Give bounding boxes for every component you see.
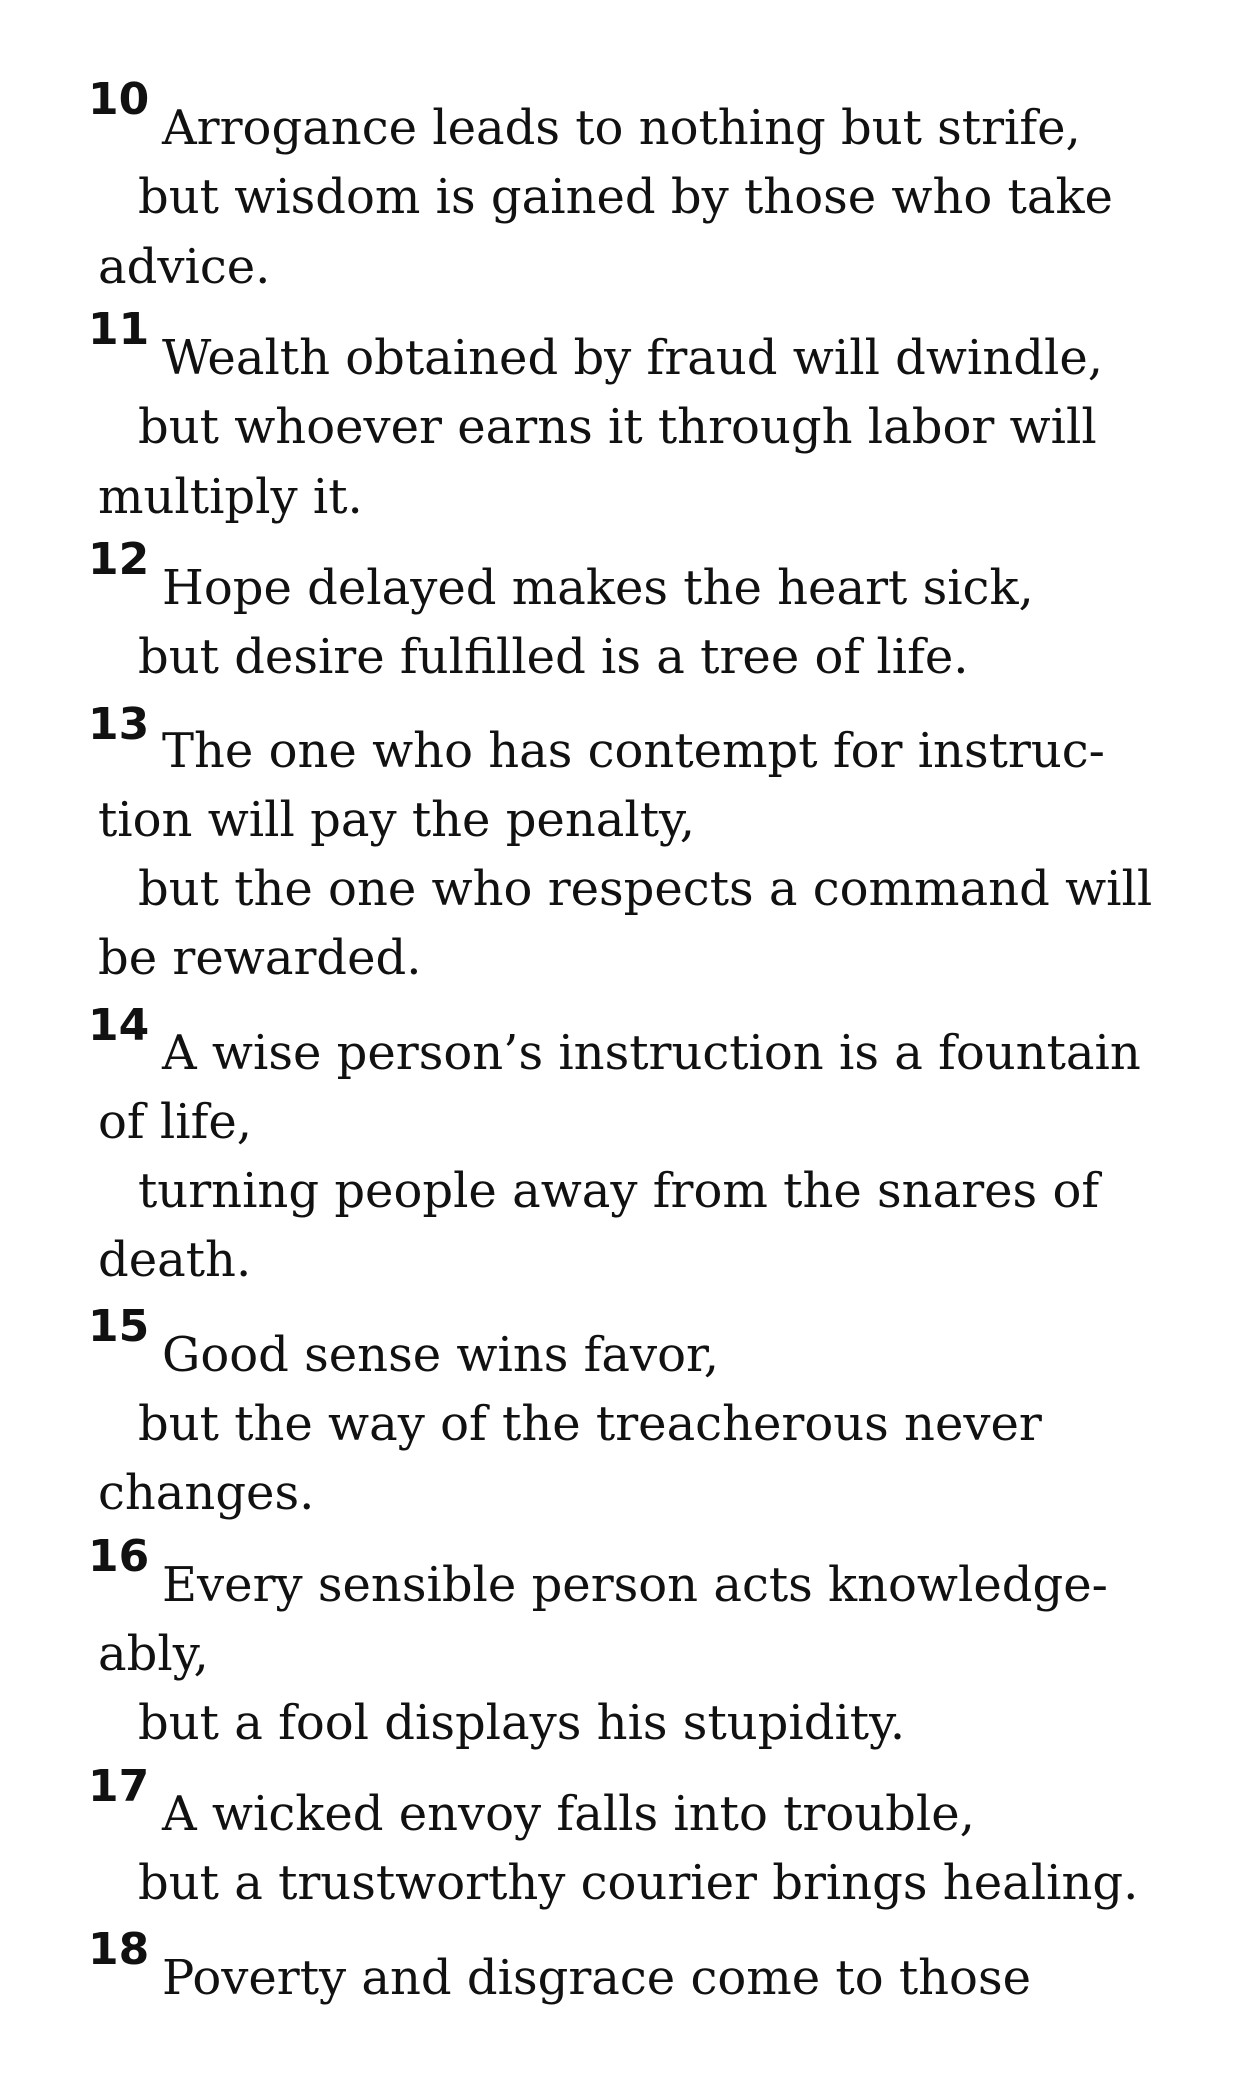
verse-line: but wisdom is gained by those who take: [138, 169, 1113, 225]
verse-number: 17: [88, 1761, 150, 1812]
verse-line: turning people away from the snares of: [138, 1163, 1100, 1219]
verse-line: Arrogance leads to nothing but strife,: [162, 100, 1081, 156]
verse-line: ably,: [98, 1626, 209, 1682]
verse-number: 14: [88, 1000, 150, 1051]
verse-line: Hope delayed makes the heart sick,: [162, 560, 1034, 616]
verse-line: Wealth obtained by fraud will dwindle,: [162, 330, 1103, 386]
verse-line: but a fool displays his stupidity.: [138, 1695, 906, 1751]
verse-number: 18: [88, 1924, 150, 1975]
verse-number: 10: [88, 74, 150, 125]
verse-number: 12: [88, 534, 150, 585]
verse-line: but a trustworthy courier brings healing.: [138, 1855, 1139, 1911]
verse-line: changes.: [98, 1465, 315, 1521]
verse-line: but desire fulfilled is a tree of life.: [138, 629, 969, 685]
verse-line: A wicked envoy falls into trouble,: [162, 1786, 975, 1842]
verse-line: The one who has contempt for instruc-: [162, 723, 1105, 779]
verse-line: Poverty and disgrace come to those: [162, 1950, 1031, 2006]
verse-line: tion will pay the penalty,: [98, 792, 695, 848]
verse-line: of life,: [98, 1094, 253, 1150]
verse-line: Every sensible person acts knowledge-: [162, 1557, 1108, 1613]
verse-line: but whoever earns it through labor will: [138, 399, 1097, 455]
verse-line: multiply it.: [98, 469, 363, 525]
verse-line: advice.: [98, 239, 271, 295]
verse-number: 15: [88, 1301, 150, 1352]
verse-number: 16: [88, 1531, 150, 1582]
verse-line: A wise person’s instruction is a fountain: [162, 1025, 1141, 1081]
verse-number: 11: [88, 304, 150, 355]
verse-line: but the one who respects a command will: [138, 861, 1153, 917]
verse-number: 13: [88, 699, 150, 750]
verse-line: but the way of the treacherous never: [138, 1396, 1042, 1452]
verse-line: Good sense wins favor,: [162, 1327, 719, 1383]
verse-line: death.: [98, 1232, 252, 1288]
verse-line: be rewarded.: [98, 930, 422, 986]
